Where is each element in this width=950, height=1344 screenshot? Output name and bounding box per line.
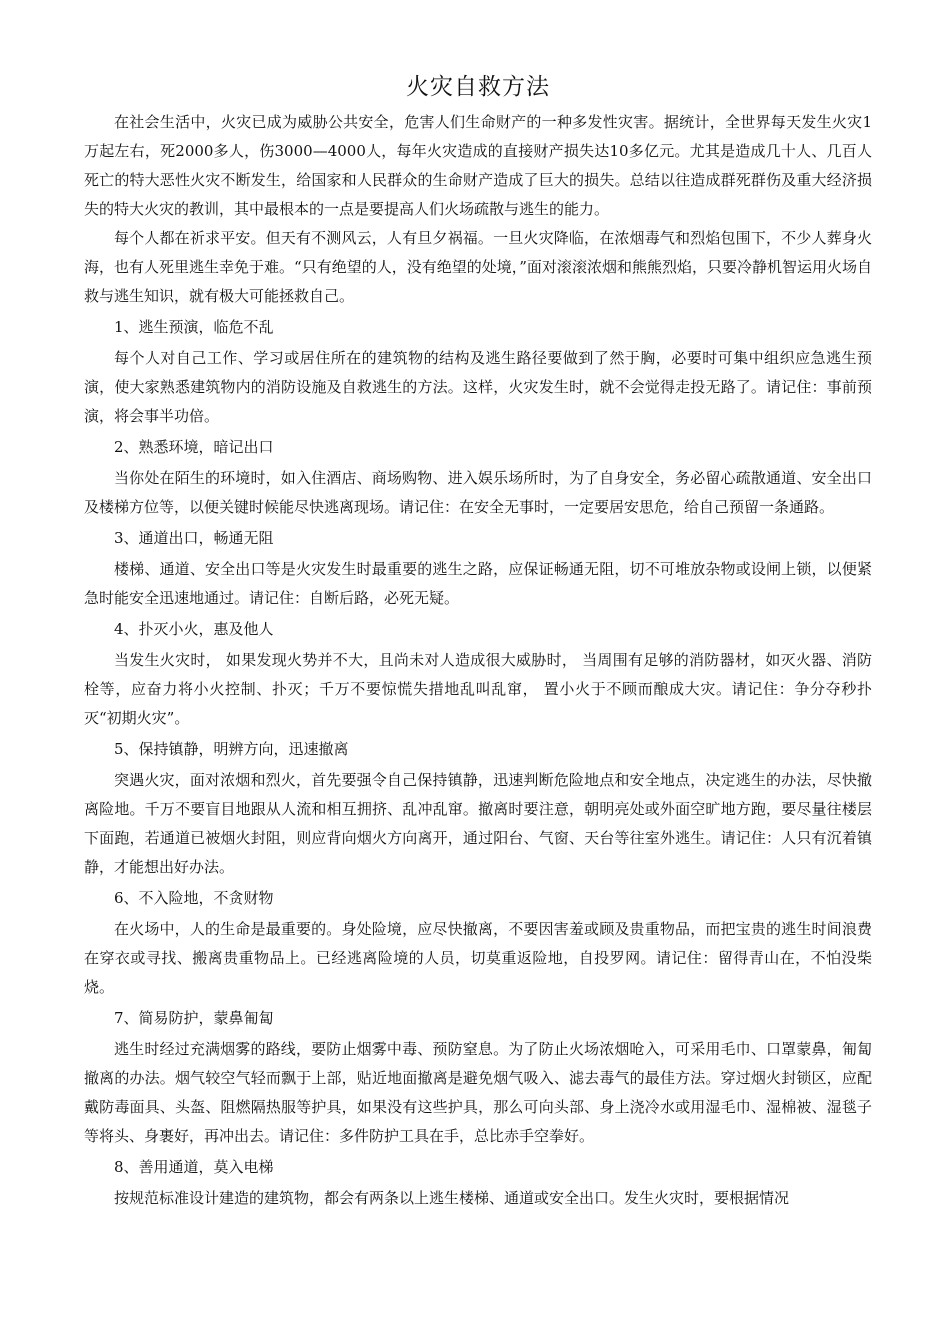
section-text-3: 楼梯、通道、安全出口等是火灾发生时最重要的逃生之路，应保证畅通无阻，切不可堆放杂物或设闸上锁，以便紧急时能安全迅速地通过。请记住：自断后路，必死无疑。 — [84, 560, 872, 607]
intro-paragraph-1: 在社会生活中，火灾已成为威胁公共安全，危害人们生命财产的一种多发性灾害。据统计，全世界每天发生火灾1万起左右，死2000多人，伤3000—4000人，每年火灾造成的直接财产损失达10多亿元。尤其是造成几十人、几百人死亡的特大恶性火灾不断发生，给国家和人民群众的生命财产造成了巨大的损失。总结以往造成群死群伤及重大经济损失的特大火灾的教训，其中最根本的一点是要提高人们火场疏散与逃生的能力。 — [84, 113, 872, 218]
section-heading-8: 8、善用通道，莫入电梯 — [114, 1158, 274, 1176]
section-heading-4: 4、扑灭小火，惠及他人 — [114, 620, 274, 638]
section-text-6: 在火场中，人的生命是最重要的。身处险境，应尽快撤离，不要因害羞或顾及贵重物品，而把宝贵的逃生时间浪费在穿衣或寻找、搬离贵重物品上。已经逃离险境的人员，切莫重返险地，自投罗网。请记住：留得青山在，不怕没柴烧。 — [84, 920, 872, 996]
document-title: 火灾自救方法 — [406, 74, 550, 100]
section-heading-1: 1、逃生预演，临危不乱 — [114, 318, 274, 336]
section-heading-3: 3、通道出口，畅通无阻 — [114, 529, 274, 547]
section-text-1: 每个人对自己工作、学习或居住所在的建筑物的结构及逃生路径要做到了然于胸，必要时可集中组织应急逃生预演，使大家熟悉建筑物内的消防设施及自救逃生的方法。这样，火灾发生时，就不会觉得走投无路了。请记住：事前预演，将会事半功倍。 — [84, 349, 872, 425]
intro-paragraph-2: 每个人都在祈求平安。但天有不测风云，人有旦夕祸福。一旦火灾降临，在浓烟毒气和烈焰包围下，不少人葬身火海，也有人死里逃生幸免于难。“只有绝望的人，没有绝望的处境，”面对滚滚浓烟和熊熊烈焰，只要冷静机智运用火场自救与逃生知识，就有极大可能拯救自己。 — [84, 229, 872, 305]
section-heading-2: 2、熟悉环境，暗记出口 — [114, 438, 274, 456]
section-text-7: 逃生时经过充满烟雾的路线，要防止烟雾中毒、预防窒息。为了防止火场浓烟呛入，可采用毛巾、口罩蒙鼻，匍匐撤离的办法。烟气较空气轻而飘于上部，贴近地面撤离是避免烟气吸入、滤去毒气的最佳方法。穿过烟火封锁区，应配戴防毒面具、头盔、阻燃隔热服等护具，如果没有这些护具，那么可向头部、身上浇冷水或用湿毛巾、湿棉被、湿毯子等将头、身裹好，再冲出去。请记住：多件防护工具在手，总比赤手空拳好。 — [84, 1040, 872, 1145]
section-text-4: 当发生火灾时， 如果发现火势并不大，且尚未对人造成很大威胁时， 当周围有足够的消防器材，如灭火器、消防栓等，应奋力将小火控制、扑灭；千万不要惊慌失措地乱叫乱窜， 置小火于不顾而酿成大灾。请记住：争分夺秒扑灭“初期火灾”。 — [84, 651, 872, 727]
section-text-5: 突遇火灾，面对浓烟和烈火，首先要强令自己保持镇静，迅速判断危险地点和安全地点，决定逃生的办法，尽快撤离险地。千万不要盲目地跟从人流和相互拥挤、乱冲乱窜。撤离时要注意，朝明亮处或外面空旷地方跑，要尽量往楼层下面跑，若通道已被烟火封阻，则应背向烟火方向离开，通过阳台、气窗、天台等往室外逃生。请记住：人只有沉着镇静，才能想出好办法。 — [84, 771, 872, 876]
section-heading-5: 5、保持镇静，明辨方向，迅速撤离 — [114, 740, 349, 758]
section-text-2: 当你处在陌生的环境时，如入住酒店、商场购物、进入娱乐场所时，为了自身安全，务必留心疏散通道、安全出口及楼梯方位等，以便关键时候能尽快逃离现场。请记住：在安全无事时，一定要居安思危，给自己预留一条通路。 — [84, 469, 872, 516]
section-heading-7: 7、简易防护，蒙鼻匍匐 — [114, 1009, 274, 1027]
section-heading-6: 6、不入险地，不贪财物 — [114, 889, 274, 907]
section-text-8: 按规范标准设计建造的建筑物，都会有两条以上逃生楼梯、通道或安全出口。发生火灾时，要根据情况 — [114, 1189, 790, 1207]
document-page — [84, 70, 872, 1215]
